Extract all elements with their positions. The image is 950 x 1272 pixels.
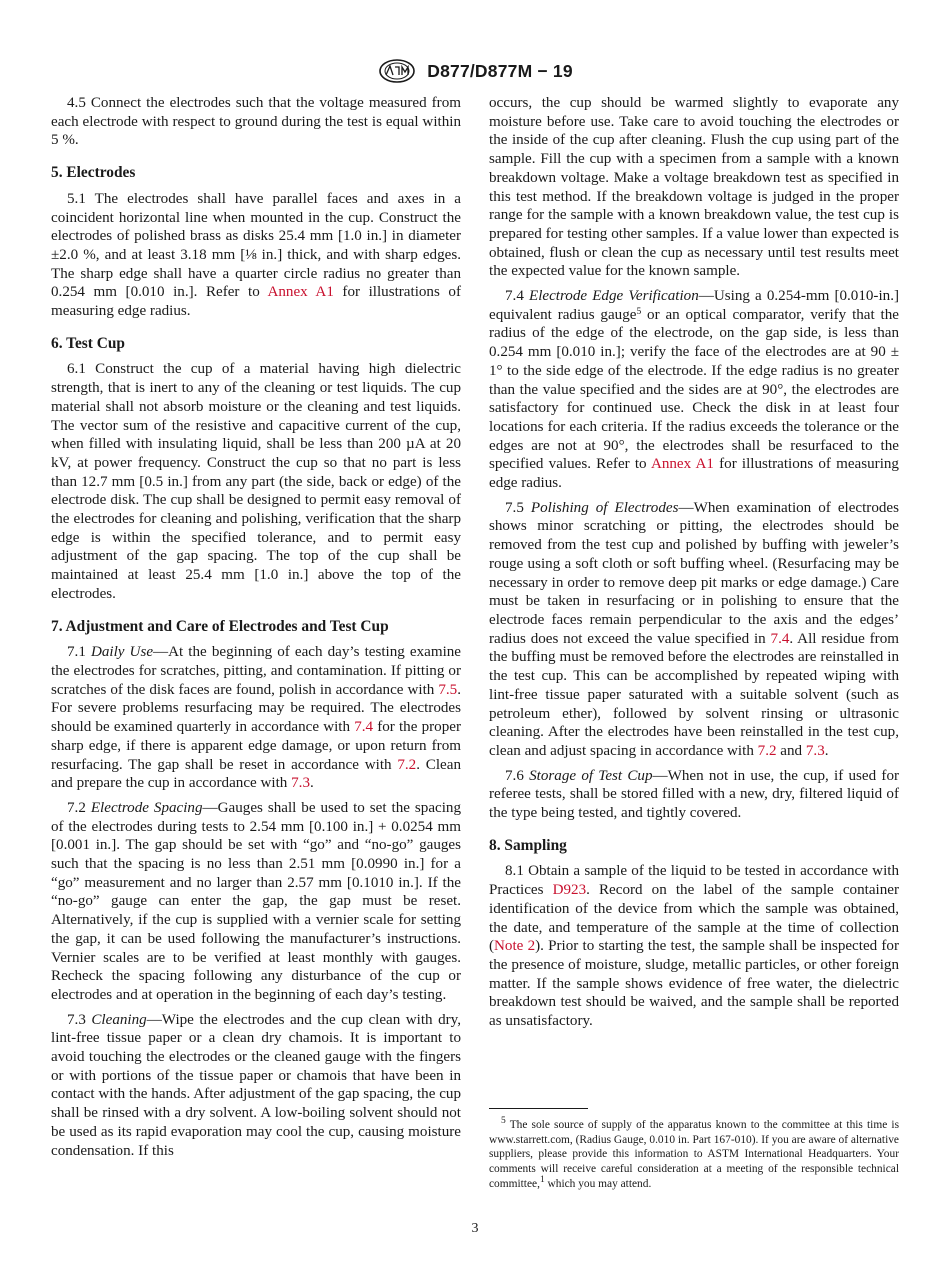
right-column: [489, 94, 899, 1037]
astm-logo-icon: [377, 58, 417, 84]
ref-7-3-link[interactable]: 7.3: [291, 775, 310, 792]
section-heading-6: 6. Test Cup: [51, 334, 125, 352]
standard-designation: D877/D877M − 19: [427, 60, 573, 81]
page-number: 3: [471, 1221, 479, 1236]
section-heading-8: 8. Sampling: [489, 836, 567, 854]
footnote-5: $^5$ The sole source of supply of the apparatus known to the committee at this time is www.starrett.com, (Radius Gauge, 0.010 in. Part 167-010). If you are aware of alternative suppliers, please provide this information to ASTM International Headquarters. Your comments will receive careful consideration at a meeting of the responsible technical committee,$^1$ which you may attend.: [489, 1116, 899, 1190]
paragraph-8-1: 8.1 Obtain a sample of the liquid to be tested in accordance with Practices D923. Record on the label of the sample container identification of the device from which the sample was obtained, the date, and temperature of the sample at the time of collection (Note 2). Prior to starting the test, the sample shall be inspected for the presence of moisture, sludge, metallic particles, or other foreign matter. If the sample shows evidence of free water, the dielectric breakdown test should be waived, and the sample shall be reported as unsatisfactory.: [489, 863, 899, 1030]
ref-7-2-link[interactable]: 7.2: [757, 742, 777, 759]
paragraph-7-5: 7.5 Polishing of Electrodes—When examination of electrodes shows minor scratching or pitting, the electrodes should be removed from the test cup and polished by buffing with jeweler’s rouge using a soft cloth or soft buffing wheel. (Resurfacing may be necessary in order to remove deep pit marks or edge damage.) Care must be taken in resurfacing or in polishing to ensure that the electrode faces remain perpendicular to the axis and the edges’ radius does not exceed the value specified in 7.4. All residue from the buffing must be removed before the electrodes are reinstalled in the test cup. This can be accomplished by repeated wiping with lint-free tissue paper saturated with a suitable solvent (such as petroleum ether), followed by solvent rinsing or ultrasonic cleaning. After the electrodes have been reinstalled in the test cup, clean and adjust spacing in accordance with 7.2 and 7.3.: [489, 499, 899, 759]
paragraph-5-1: 5.1 The electrodes shall have parallel faces and axes in a coincident horizontal line when mounted in the cup. Construct the electrodes of polished brass as disks 25.4 mm [1.0 in.] in diameter ±2.0 %, and at least 3.18 mm [⅛ in.] thick, and with sharp edges. The sharp edge shall have a quarter circle radius no greater than 0.254 mm [0.010 in.]. Refer to Annex A1 for illustrations of measuring edge radius.: [51, 190, 461, 320]
paragraph-7-3: 7.3 Cleaning—Wipe the electrodes and the cup clean with dry, lint-free tissue paper or a clean dry chamois. It is important to avoid touching the electrodes or the cleaned gauge with the fingers or with portions of the tissue paper or chamois that have been in contact with the hands. After adjustment of the gap spacing, the cup shall be rinsed with a dry solvent. A low-boiling solvent should not be used as its rapid evaporation may cool the cup, causing moisture condensation. If this: [51, 1011, 462, 1159]
note-2-link[interactable]: Note 2: [494, 938, 536, 955]
footnote-divider: [489, 1108, 588, 1109]
ref-7-4-link[interactable]: 7.4: [354, 719, 374, 736]
d923-link[interactable]: D923: [552, 882, 587, 899]
paragraph-7-2: 7.2 Electrode Spacing—Gauges shall be used to set the spacing of the electrodes during tests to 2.54 mm [0.100 in.] + 0.0254 mm [0.001 in.]. The gap should be set with “go” and “no-go” gauges such that the spacing is no less than 2.51 mm [0.0990 in.] for a “go” measurement and no larger than 2.57 mm [0.1010 in.]. If the “no-go” gauge can enter the gap, the gap must be reset. Alternatively, if the cup is supplied with a vernier scale for setting the gap, it can be used following the manufacturer’s instructions. Vernier scales are to be verified at least monthly with gauges. Recheck the spacing following any disturbance of the cup or electrodes and at operation in the beginning of each day’s testing.: [51, 799, 462, 1003]
paragraph-7-3-continued: occurs, the cup should be warmed slightly to evaporate any moisture before use. Take care to avoid touching the electrodes or the inside of the cup after cleaning. Flush the cup using part of the sample. Fill the cup with a specimen from a sample with a known breakdown voltage. Make a voltage breakdown test as specified in this test method. If the breakdown voltage is judged in the proper range for the sample with a known breakdown value, the test cup is prepared for testing other samples. If a value lower than expected is obtained, flush or clean the cup as necessary until test results meet the expected value for the known sample.: [489, 95, 899, 280]
page-header: [0, 58, 950, 84]
paragraph-7-4: 7.4 Electrode Edge Verification—Using a 0.254-mm [0.010-in.] equivalent radius gauge$^5$ or an optical comparator, verify that the radius of the edge of the electrode, on the gap side, is less than 0.254 mm [0.010 in.]; verify the face of the electrodes are at 90 ± 1° to the side edge of the electrode. If the edge radius is no greater than the value specified and the sides are at 90°, the electrodes are satisfactory for continued use. Check the disk in at least four locations for each criteria. If the radius exceeds the tolerance or the edges are not at 90°, the electrodes shall be resurfaced to the specified values. Refer to Annex A1 for illustrations of measuring edge radius.: [489, 288, 900, 492]
section-heading-7: 7. Adjustment and Care of Electrodes and Test Cup: [51, 617, 389, 635]
footnote-ref-5: 5: [636, 306, 642, 317]
ref-7-5-link[interactable]: 7.5: [438, 681, 458, 698]
section-heading-5: 5. Electrodes: [51, 164, 136, 182]
ref-7-3-link[interactable]: 7.3: [805, 742, 825, 759]
paragraph-6-1: 6.1 Construct the cup of a material having high dielectric strength, that is inert to any of the cleaning or test liquids. The cup material shall not absorb moisture or the cleaning and test liquids. The vector sum of the resistive and capacitive current of the cup, when filled with insulating liquid, shall be less than 200 µA at 20 kV, at power frequency. Construct the cup so that no part is less than 12.7 mm [0.5 in.] from any part (the side, back or edge) of the electrode disk. The cup shall be designed to permit easy removal of the electrodes for cleaning and polishing, verification that the sharp edge is within the specified tolerance, and to permit easy adjustment of the gap spacing. The top of the cup shall be maintained at least 25.4 mm [1.0 in.] above the top of the electrodes.: [51, 361, 461, 602]
ref-7-2-link[interactable]: 7.2: [397, 756, 417, 773]
annex-a1-link[interactable]: Annex A1: [267, 284, 334, 301]
paragraph-7-1: 7.1 Daily Use—At the beginning of each day’s testing examine the electrodes for scratches, pitting, and contamination. If pitting or scratches of the disk faces are found, polish in accordance with 7.5. For severe problems resurfacing may be required. The electrodes should be examined quarterly in accordance with 7.4 for the proper sharp edge, if there is apparent edge damage, or upon return from resurfacing. The gap shall be reset in accordance with 7.2. Clean and prepare the cup in accordance with 7.3.: [51, 644, 462, 792]
paragraph-4-5: 4.5 Connect the electrodes such that the voltage measured from each electrode with respect to ground during the test is equal within 5 %.: [51, 95, 461, 149]
annex-a1-link[interactable]: Annex A1: [650, 456, 714, 473]
ref-7-4-link[interactable]: 7.4: [770, 630, 790, 647]
paragraph-7-6: 7.6 Storage of Test Cup—When not in use, the cup, if used for referee tests, shall be stored filled with a new, dry, filtered liquid of the type being tested, and tightly covered.: [489, 767, 900, 822]
left-column: [51, 94, 461, 1166]
